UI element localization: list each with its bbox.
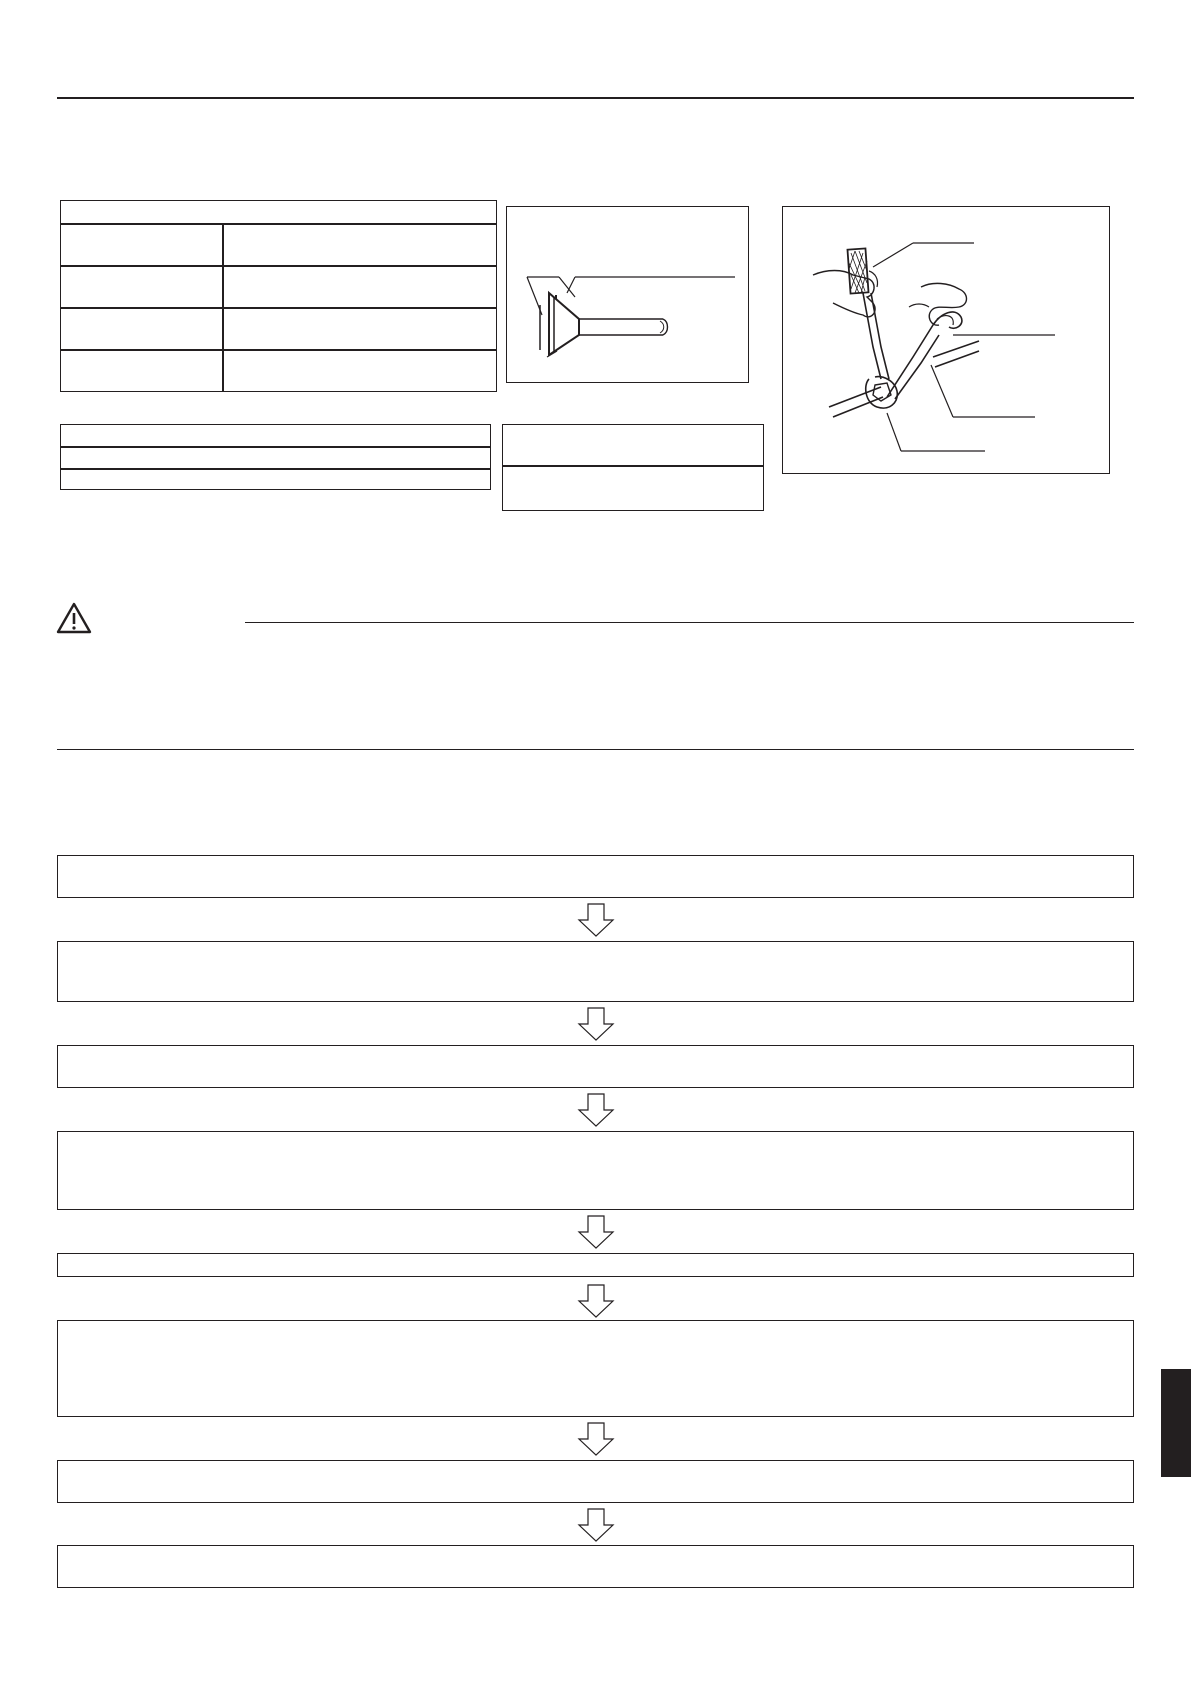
table-divider bbox=[61, 265, 496, 267]
flare-figure-box bbox=[506, 206, 749, 383]
down-arrow-icon bbox=[578, 1007, 614, 1041]
table-cell bbox=[65, 227, 215, 263]
down-arrow-icon bbox=[578, 1422, 614, 1456]
torque-table bbox=[60, 424, 491, 490]
table-cell bbox=[65, 311, 215, 347]
flare-spec-header bbox=[61, 201, 496, 223]
step-text bbox=[66, 1552, 1126, 1582]
table-cell bbox=[65, 427, 485, 445]
table-cell bbox=[65, 269, 215, 305]
table-cell bbox=[65, 353, 215, 389]
warning-triangle-icon bbox=[56, 602, 92, 634]
procedure-step bbox=[57, 1253, 1134, 1277]
note-table bbox=[502, 424, 764, 511]
table-cell bbox=[65, 471, 485, 489]
procedure-step bbox=[57, 1545, 1134, 1588]
table-divider bbox=[61, 307, 496, 309]
torque-wrench-illustration bbox=[783, 207, 1111, 475]
procedure-step bbox=[57, 1131, 1134, 1210]
procedure-step bbox=[57, 941, 1134, 1002]
table-divider bbox=[61, 468, 490, 470]
step-text bbox=[66, 1327, 1126, 1411]
section-tab bbox=[1161, 1369, 1191, 1477]
table-cell bbox=[229, 227, 489, 263]
procedure-step bbox=[57, 1460, 1134, 1503]
step-text bbox=[66, 862, 1126, 892]
table-divider bbox=[503, 465, 763, 467]
down-arrow-icon bbox=[578, 1093, 614, 1127]
table-cell bbox=[229, 353, 489, 389]
top-rule bbox=[57, 97, 1134, 99]
table-cell bbox=[229, 311, 489, 347]
step-text bbox=[66, 1052, 1126, 1082]
step-text bbox=[66, 948, 1126, 996]
step-text bbox=[66, 1138, 1126, 1204]
table-divider bbox=[61, 446, 490, 448]
down-arrow-icon bbox=[578, 903, 614, 937]
step-text bbox=[66, 1467, 1126, 1497]
table-divider bbox=[61, 349, 496, 351]
flare-spec-table bbox=[60, 200, 497, 392]
caution-label bbox=[100, 606, 230, 630]
table-cell bbox=[507, 471, 757, 507]
procedure-step bbox=[57, 1045, 1134, 1088]
section-rule bbox=[57, 749, 1134, 750]
wrench-figure-box bbox=[782, 206, 1110, 474]
down-arrow-icon bbox=[578, 1508, 614, 1542]
table-cell bbox=[229, 269, 489, 305]
caution-rule bbox=[245, 622, 1134, 623]
procedure-step bbox=[57, 1320, 1134, 1417]
table-cell bbox=[65, 449, 485, 467]
flare-pipe-illustration bbox=[507, 207, 750, 384]
procedure-step bbox=[57, 855, 1134, 898]
table-column-divider bbox=[222, 223, 224, 391]
table-cell bbox=[507, 429, 757, 461]
down-arrow-icon bbox=[578, 1215, 614, 1249]
down-arrow-icon bbox=[578, 1284, 614, 1318]
step-text bbox=[66, 1256, 1126, 1274]
table-divider bbox=[61, 223, 496, 225]
